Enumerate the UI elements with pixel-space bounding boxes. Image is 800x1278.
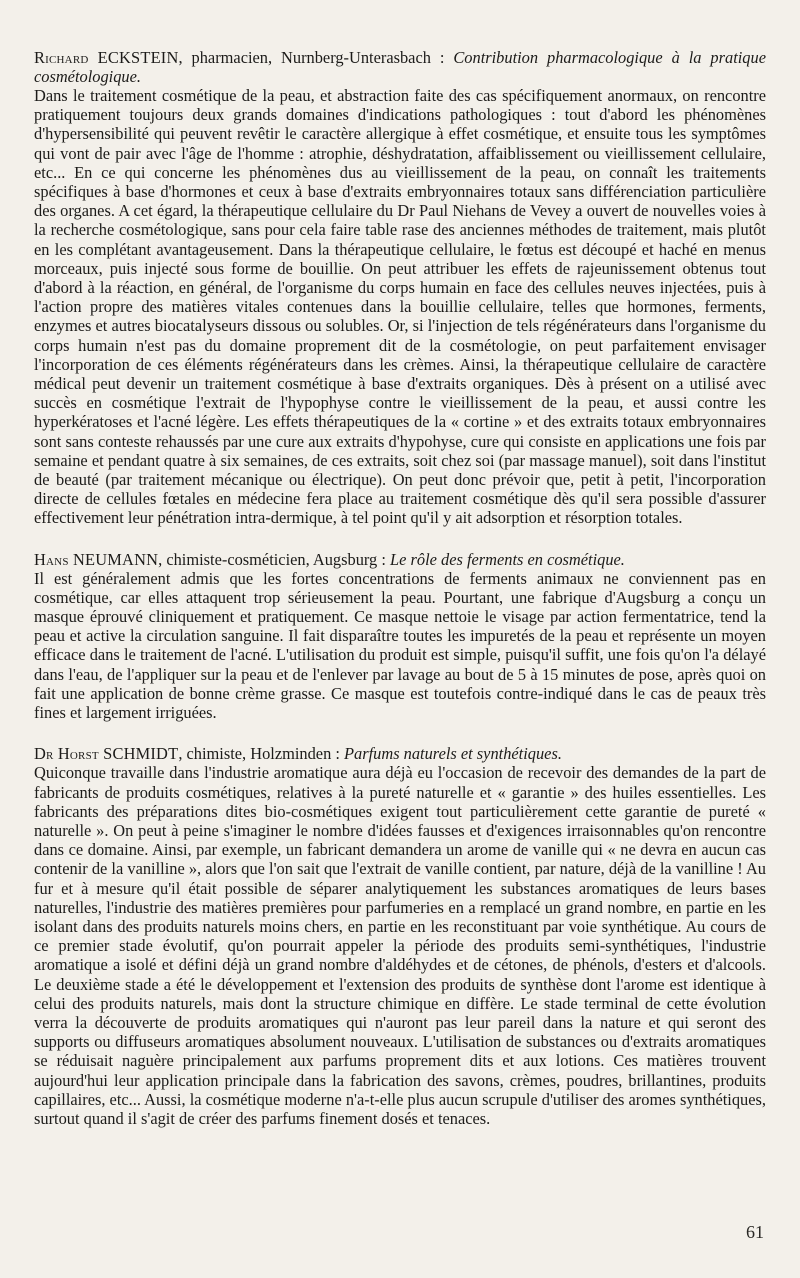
author-affiliation: , chimiste, Holzminden :: [178, 744, 345, 764]
author-last-name: NEUMANN: [72, 549, 159, 569]
article-heading: [34, 550, 766, 569]
author-first-name: Richard: [34, 48, 89, 67]
article-body: Quiconque travaille dans l'industrie aromatique aura déjà eu l'occasion de recevoir des demandes de la part de fabricants de produits cosmétiques, relatives à la pureté naturelle et « garantie » des huiles essentielles. Les fabricants des préparations dites bio-cosmétiques exigent tout particulièrement cette garantie de pureté « naturelle ». On peut à peine s'imaginer le nombre d'idées fausses et d'exigences irraisonnables qu'on rencontre dans ce domaine. Ainsi, par exemple, un fabricant demandera un arome de vanille qui « ne devra en aucun cas contenir de la vanilline », alors que l'on sait que l'extrait de vanille contient, par nature, déjà de la vanilline ! Au fur et à mesure qu'il était possible de séparer analytiquement les substances aromatiques de leurs bases naturelles, l'industrie des matières premières pour parfumeries en a remplacé un grand nombre, en partie en les isolant dans des produits naturels moins chers, en partie en les reconstituant par voie synthétique. Au cours de ce premier stade évolutif, qu'on pourrait appeler la période des produits semi-synthétiques, l'industrie aromatique a isolé et défini déjà un grand nombre d'aldéhydes et de cétones, de phénols, d'esters et d'alcools. Le deuxième stade a été le développement et l'extension des produits de synthèse dont l'arome est identique à celui des produits naturels, mais dont la structure chimique en diffère. Le stade terminal de cette évolution verra la découverte de produits aromatiques qui n'auront pas leur pareil dans la nature et qui seront des supports ou diffuseurs aromatiques absolument nouveaux. L'utilisation de substances ou d'extraits aromatiques se réduisait naguère principalement aux parfums proprement dits et aux lotions. Ces matières trouvent aujourd'hui leur application principale dans la fabrication des savons, crèmes, poudres, brillantines, produits capillaires, etc... Aussi, la cosmétique moderne n'a-t-elle plus aucun scrupule d'utiliser des aromes synthétiques, surtout quand il s'agit de créer des parfums finement dosés et tenaces.: [34, 763, 766, 1128]
article-heading: [34, 48, 766, 86]
article-heading: [34, 744, 766, 763]
article-body: Il est généralement admis que les fortes concentrations de ferments animaux ne conviennent pas en cosmétique, car elles attaquent trop sérieusement la peau. Pourtant, une fabrique d'Augsburg a conçu un masque éprouvé cliniquement et pratiquement. Ce masque nettoie le visage par action fermentatrice, tend la peau et active la circulation sanguine. Il fait disparaître toutes les impuretés de la peau et représente un moyen efficace dans le traitement de l'acné. L'utilisation du produit est simple, puisqu'il suffit, une fois qu'on l'a délayé dans l'eau, de l'appliquer sur la peau et de l'enlever par lavage au bout de 5 à 15 minutes de pose, après quoi on fait une application de bonne crème grasse. Ce masque est toutefois contre-indiqué dans le cas de peaux très fines et largement irriguées.: [34, 568, 766, 723]
author-first-name: Hans: [34, 549, 69, 569]
page-number: 61: [746, 1222, 764, 1242]
article-neumann: [34, 550, 766, 723]
document-page: [34, 48, 766, 1248]
author-name: [34, 550, 158, 569]
author-first-name: Dr Horst: [34, 744, 99, 764]
article-title: Parfums naturels et synthétiques.: [344, 744, 562, 764]
article-eckstein: [34, 48, 766, 528]
author-name: [34, 48, 179, 67]
author-affiliation: , pharmacien, Nurnberg-Unterasbach :: [178, 48, 454, 67]
article-body: Dans le traitement cosmétique de la peau, et abstraction faite des cas spécifiquement anormaux, on rencontre pratiquement toujours deux grands domaines d'indications pathologiques : tout d'abord les phénomènes d'hypersensibilité qui peuvent revêtir le caractère allergique à effet cosmétique, et ensuite tous les symptômes qui vont de pair avec l'âge de l'homme : atrophie, déshydratation, affaiblissement ou vieillissement cellulaire, etc... En ce qui concerne les phénomènes dus au vieillissement de la peau, on connaît les traitements spécifiques à base d'hormones et ceux à base d'extraits embryonnaires totaux sans différenciation particulière des organes. A cet égard, la thérapeutique cellulaire du Dr Paul Niehans de Vevey a ouvert de nouvelles voies à la recherche cosmétologique, sans pour cela faire table rase des anciennes méthodes de traitement, mais plutôt en les complétant avantageusement. Dans la thérapeutique cellulaire, le fœtus est découpé et haché en menus morceaux, puis injecté sous forme de bouillie. On peut attribuer les effets de rajeunissement obtenus tout d'abord à la réaction, en général, de l'organisme du corps humain en face des cellules neuves injectées, puis à l'action propre des matières vitales contenues dans la bouillie cellulaire, telles que hormones, ferments, enzymes et autres biocatalyseurs dissous ou solubles. Or, si l'injection de tels régénérateurs dans l'organisme du corps humain n'est pas du domaine proprement dit de la cosmétologie, on peut parfaitement envisager l'incorporation de ces éléments régénérateurs dans les crèmes. Ainsi, la thérapeutique cellulaire de caractère médical peut devenir un traitement cosmétique à base d'extraits organiques. Dès à présent on a utilisé avec succès en cosmétique l'extrait de l'hypophyse contre le vieillissement de la peau, et aussi contre les hyperkératoses et l'acné légère. Les effets thérapeutiques de la « cortine » et des extraits totaux embryonnaires sont sans conteste rehaussés par une cure aux extraits d'hypohyse, cure qui consiste en applications une fois par semaine et pendant quatre à six semaines, de ces extraits, soit chez soi (par massage manuel), soit dans l'institut de beauté (par traitement mécanique ou électrique). On peut donc prévoir que, petit à petit, l'incorporation directe de cellules fœtales en médecine fera place au traitement cosmétique dès qu'il sera possible d'assurer effectivement leur pénétration intra-dermique, à tel point qu'il y ait adsorption et résorption totales.: [34, 86, 766, 528]
author-last-name: SCHMIDT: [103, 744, 179, 764]
author-name: [34, 744, 178, 763]
author-last-name: ECKSTEIN: [97, 48, 179, 67]
article-schmidt: [34, 744, 766, 1128]
article-title: Contribution pharmacologique à la pratique cosmétologique.: [34, 48, 766, 86]
author-affiliation: , chimiste-cosméticien, Augsburg :: [158, 549, 391, 569]
article-title: Le rôle des ferments en cosmétique.: [390, 549, 625, 569]
